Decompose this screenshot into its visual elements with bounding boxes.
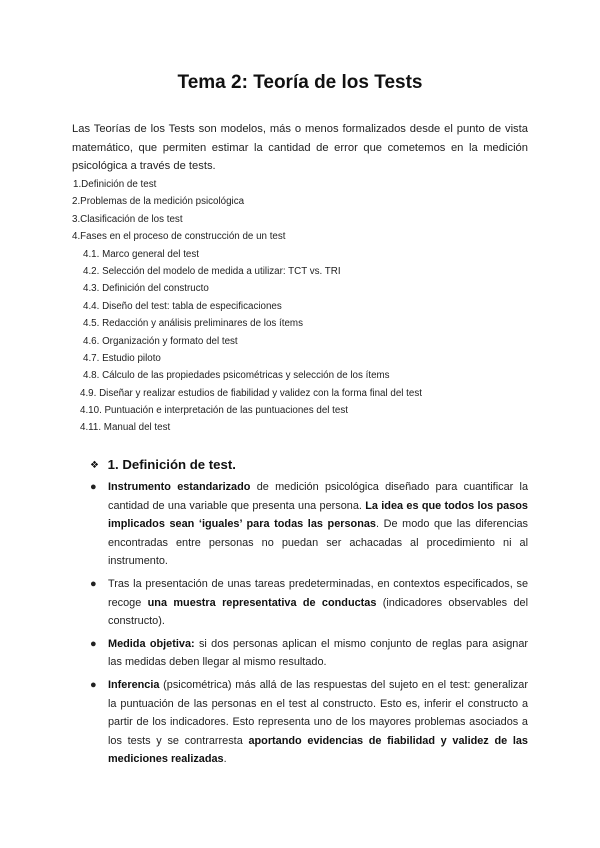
toc-subitem: 4.10. Puntuación e interpretación de las puntuaciones del test	[80, 405, 348, 417]
toc-subitem: 4.7. Estudio piloto	[83, 352, 161, 364]
bullet-text: si dos personas aplican el mismo conjunto de reglas para asignar las medidas deben llegar al mismo resultado.	[108, 637, 529, 669]
bullet-text: (psicométrica) más allá de las respuestas del sujeto en el test: generalizar la puntuación de las personas en el test al constructo. Esto es, inferir el constructo a partir de los indicadores. Esto representa uno de los mayores problemas asociados a los tests y se contrarresta	[108, 678, 528, 747]
toc-subitem: 4.2. Selección del modelo de medida a utilizar: TCT vs. TRI	[83, 265, 341, 277]
bold-phrase: una muestra representativa de conductas	[147, 596, 377, 609]
bold-term: Instrumento estandarizado	[108, 481, 251, 493]
list-item	[88, 575, 528, 631]
bold-term: Inferencia	[108, 678, 160, 691]
toc-item: 2.Problemas de la medición psicológica	[72, 196, 245, 208]
list-item	[88, 478, 528, 571]
bullet-text: .	[223, 753, 227, 766]
toc-subitem: 4.8. Cálculo de las propiedades psicométricas y selección de los ítems	[83, 370, 390, 382]
intro-paragraph: Las Teorías de los Tests son modelos, más o menos formalizados desde el punto de vista matemático, que permiten estimar la cantidad de error que cometemos en la medición psicológica a través de tests.	[72, 123, 528, 172]
section-heading-text: 1. Definición de test.	[107, 457, 236, 472]
toc-item: 3.Clasificación de los test	[72, 213, 183, 225]
toc-subitem: 4.9. Diseñar y realizar estudios de fiabilidad y validez con la forma final del test	[80, 387, 422, 399]
bullet-dot-icon: ●	[90, 481, 97, 493]
toc-subitem: 4.5. Redacción y análisis preliminares de los ítems	[83, 318, 303, 330]
bullet-dot-icon: ●	[90, 678, 97, 691]
bold-phrase: La idea es que todos los pasos implicados sean ‘iguales’ para todas las personas	[108, 499, 528, 531]
toc-subitem: 4.6. Organización y formato del test	[83, 335, 238, 347]
bold-term: Medida objetiva:	[108, 637, 195, 650]
toc-subitem: 4.11. Manual del test	[80, 422, 171, 434]
toc-item: 4.Fases en el proceso de construcción de un test	[72, 231, 286, 243]
bullet-text: (indicadores observables del constructo).	[108, 596, 528, 628]
table-of-contents	[72, 176, 528, 437]
diamond-bullet-icon: ❖	[90, 460, 99, 471]
toc-subitem: 4.1. Marco general del test	[83, 248, 199, 260]
bold-phrase: aportando evidencias de fiabilidad y validez de las mediciones realizadas	[108, 734, 528, 766]
section-heading	[90, 457, 236, 472]
list-item	[88, 676, 528, 769]
bullet-text: . De modo que las diferencias encontradas entre personas no puedan ser achacadas al procedimiento ni al instrumento.	[108, 518, 528, 568]
toc-item: 1.Definición de test	[73, 179, 157, 190]
toc-subitem: 4.4. Diseño del test: tabla de especificaciones	[83, 300, 282, 312]
toc-subitem: 4.3. Definición del constructo	[83, 283, 209, 295]
bullet-dot-icon: ●	[90, 577, 97, 590]
page-title: Tema 2: Teoría de los Tests	[177, 72, 423, 93]
list-item	[88, 635, 528, 672]
bullet-list	[88, 478, 528, 773]
bullet-text: de medición psicológica diseñado para cuantificar la cantidad de una variable que presenta una persona.	[108, 481, 529, 512]
bullet-dot-icon: ●	[90, 637, 97, 650]
bullet-text: Tras la presentación de unas tareas predeterminadas, en contextos especificados, se recoge	[108, 577, 528, 609]
